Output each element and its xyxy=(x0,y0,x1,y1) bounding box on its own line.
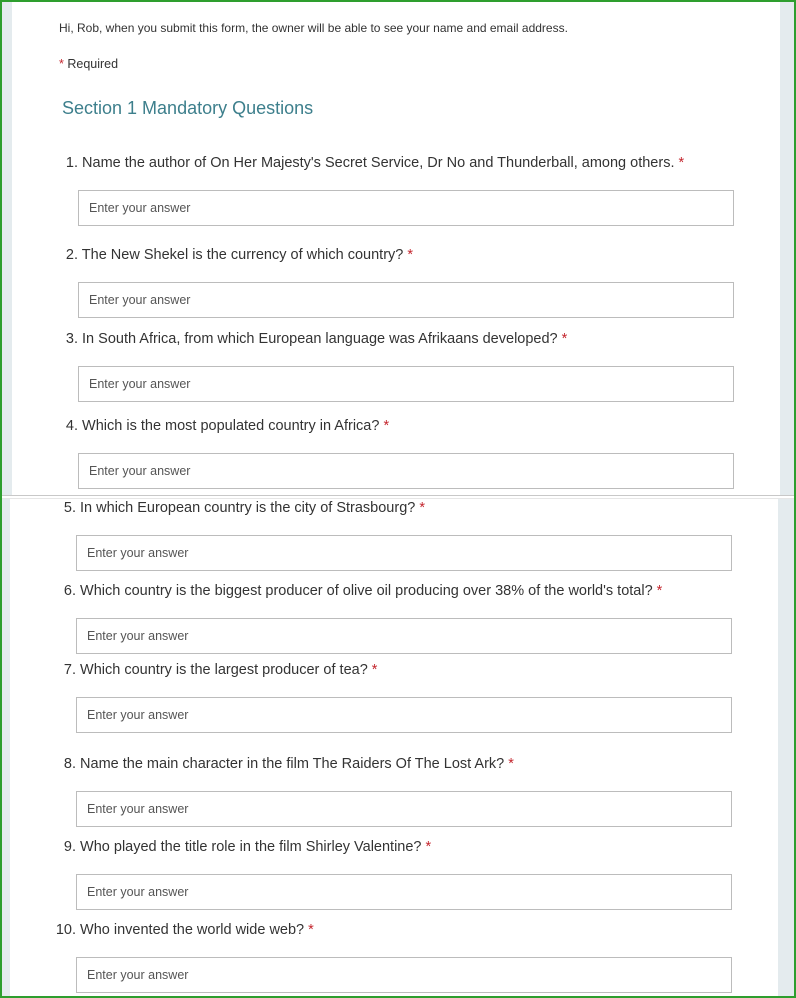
question-number: 1. xyxy=(65,155,78,171)
question-label xyxy=(52,922,314,938)
question-label xyxy=(60,583,662,599)
required-star: * xyxy=(383,418,390,434)
question-label xyxy=(62,331,567,347)
answer-input[interactable] xyxy=(78,366,734,402)
question-label xyxy=(60,839,431,855)
answer-input[interactable] xyxy=(76,874,732,910)
section-title: Section 1 Mandatory Questions xyxy=(62,98,314,118)
question-number: 4. xyxy=(65,418,78,434)
question-number: 2. xyxy=(65,247,78,263)
pane-splitter[interactable] xyxy=(2,495,794,499)
answer-input[interactable] xyxy=(78,190,734,226)
form-pane xyxy=(2,2,794,996)
required-star: * xyxy=(656,583,663,599)
question-text: Which country is the largest producer of tea? xyxy=(80,662,368,678)
question-text: Name the main character in the film The Raiders Of The Lost Ark? xyxy=(80,756,505,772)
question-text: In South Africa, from which European language was Afrikaans developed? xyxy=(82,331,558,347)
answer-input[interactable] xyxy=(76,535,732,571)
required-star: * xyxy=(371,662,378,678)
question-text: The New Shekel is the currency of which country? xyxy=(81,247,404,263)
required-star: * xyxy=(308,922,314,938)
required-note xyxy=(59,57,118,71)
required-star: * xyxy=(419,500,426,516)
question-number: 3. xyxy=(65,331,78,347)
answer-input[interactable] xyxy=(76,618,732,654)
required-star: * xyxy=(508,756,514,772)
question-text: Which country is the biggest producer of olive oil producing over 38% of the world's total? xyxy=(80,583,653,599)
question-label xyxy=(60,500,425,516)
required-star: * xyxy=(561,331,568,347)
question-text: Which is the most populated country in Africa? xyxy=(82,418,380,434)
answer-input[interactable] xyxy=(76,697,732,733)
required-star: * xyxy=(678,155,685,171)
answer-input[interactable] xyxy=(76,791,732,827)
question-text: In which European country is the city of Strasbourg? xyxy=(80,500,416,516)
required-star: * xyxy=(407,247,414,263)
question-label xyxy=(60,662,377,678)
question-number: 10. xyxy=(55,922,76,938)
question-label xyxy=(62,418,389,434)
required-star: * xyxy=(425,839,432,855)
question-number: 9. xyxy=(63,839,76,855)
question-number: 8. xyxy=(63,756,76,772)
question-text: Who invented the world wide web? xyxy=(80,922,305,938)
required-label: Required xyxy=(67,57,119,71)
answer-input[interactable] xyxy=(76,957,732,993)
intro-text: Hi, Rob, when you submit this form, the owner will be able to see your name and email address. xyxy=(59,21,568,35)
question-text: Who played the title role in the film Shirley Valentine? xyxy=(80,839,422,855)
question-label xyxy=(60,756,514,772)
answer-input[interactable] xyxy=(78,282,734,318)
question-number: 5. xyxy=(63,500,76,516)
question-label xyxy=(62,247,413,263)
question-text: Name the author of On Her Majesty's Secret Service, Dr No and Thunderball, among others. xyxy=(82,155,675,171)
question-number: 7. xyxy=(63,662,76,678)
required-star: * xyxy=(59,57,64,71)
question-label xyxy=(62,155,684,171)
answer-input[interactable] xyxy=(78,453,734,489)
question-number: 6. xyxy=(63,583,76,599)
